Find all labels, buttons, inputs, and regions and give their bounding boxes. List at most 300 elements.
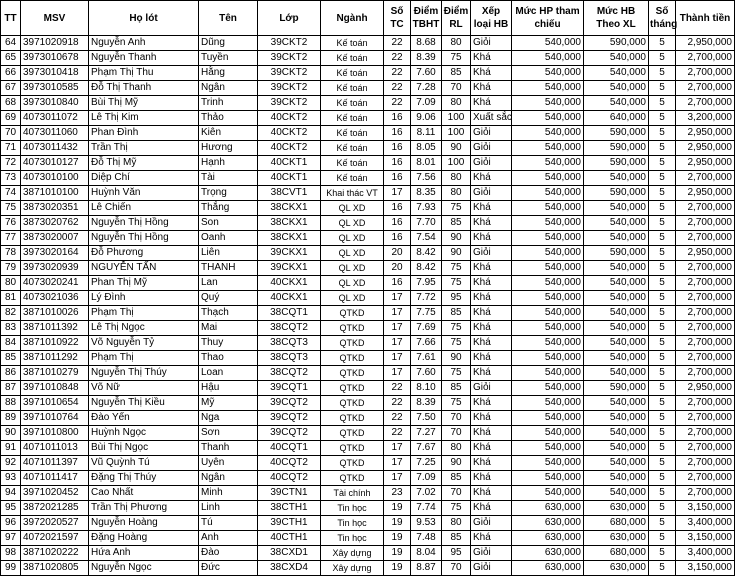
cell-muc-hb: 590,000 (584, 381, 649, 396)
cell-tt: 89 (1, 411, 21, 426)
table-row (1, 411, 735, 426)
cell-muc-hp: 630,000 (512, 531, 584, 546)
cell-thanh-tien: 2,700,000 (676, 96, 735, 111)
cell-muc-hb: 630,000 (584, 531, 649, 546)
cell-lop: 39CKT2 (258, 96, 321, 111)
cell-muc-hb: 540,000 (584, 486, 649, 501)
table-row (1, 381, 735, 396)
cell-diem-tbht: 8.42 (411, 246, 442, 261)
cell-nganh: Kế toán (321, 126, 384, 141)
cell-lop: 40CQT2 (258, 471, 321, 486)
cell-ho-lot: Nguyễn Ngọc (89, 561, 199, 576)
cell-so-thang: 5 (649, 111, 676, 126)
table-row (1, 351, 735, 366)
cell-ho-lot: Nguyễn Thị Hồng (89, 216, 199, 231)
cell-xep-loai: Giỏi (471, 561, 512, 576)
cell-diem-tbht: 7.61 (411, 351, 442, 366)
cell-so-thang: 5 (649, 246, 676, 261)
cell-xep-loai: Giỏi (471, 141, 512, 156)
cell-xep-loai: Khá (471, 291, 512, 306)
cell-ten: Hậu (199, 381, 258, 396)
cell-so-tc: 16 (384, 156, 411, 171)
cell-msv: 4073010127 (21, 156, 89, 171)
table-row (1, 186, 735, 201)
cell-muc-hp: 630,000 (512, 561, 584, 576)
cell-so-thang: 5 (649, 426, 676, 441)
table-row (1, 246, 735, 261)
cell-tt: 72 (1, 156, 21, 171)
cell-diem-tbht: 8.42 (411, 261, 442, 276)
cell-lop: 38CKX1 (258, 201, 321, 216)
cell-diem-tbht: 7.27 (411, 426, 442, 441)
table-row (1, 456, 735, 471)
table-body (1, 36, 735, 576)
cell-ho-lot: Cao Nhất (89, 486, 199, 501)
cell-diem-rl: 95 (442, 291, 471, 306)
cell-ten: Trọng (199, 186, 258, 201)
cell-ten: Nga (199, 411, 258, 426)
cell-nganh: QTKD (321, 351, 384, 366)
cell-diem-rl: 70 (442, 561, 471, 576)
cell-diem-tbht: 8.05 (411, 141, 442, 156)
cell-xep-loai: Khá (471, 81, 512, 96)
table-row (1, 51, 735, 66)
cell-muc-hp: 540,000 (512, 96, 584, 111)
cell-lop: 39CKX1 (258, 261, 321, 276)
cell-xep-loai: Giỏi (471, 156, 512, 171)
cell-ho-lot: Nguyễn Thanh (89, 51, 199, 66)
cell-ten: Oanh (199, 231, 258, 246)
cell-msv: 3971020452 (21, 486, 89, 501)
cell-muc-hb: 540,000 (584, 231, 649, 246)
cell-ten: Tú (199, 516, 258, 531)
cell-diem-tbht: 8.04 (411, 546, 442, 561)
cell-ten: Loan (199, 366, 258, 381)
cell-xep-loai: Khá (471, 531, 512, 546)
cell-ho-lot: Lý Đình (89, 291, 199, 306)
cell-ho-lot: Đỗ Thị Thanh (89, 81, 199, 96)
cell-tt: 70 (1, 126, 21, 141)
table-row (1, 486, 735, 501)
cell-so-thang: 5 (649, 66, 676, 81)
cell-xep-loai: Khá (471, 231, 512, 246)
cell-so-tc: 22 (384, 396, 411, 411)
cell-diem-tbht: 7.28 (411, 81, 442, 96)
table-row (1, 171, 735, 186)
cell-lop: 39CKT2 (258, 66, 321, 81)
cell-so-tc: 19 (384, 546, 411, 561)
cell-msv: 3871011392 (21, 321, 89, 336)
cell-ten: Đào (199, 546, 258, 561)
cell-msv: 3872021285 (21, 501, 89, 516)
header-diem-rl: Điểm RL (442, 1, 471, 36)
cell-muc-hp: 540,000 (512, 486, 584, 501)
cell-xep-loai: Khá (471, 201, 512, 216)
cell-muc-hb: 590,000 (584, 141, 649, 156)
cell-nganh: QTKD (321, 456, 384, 471)
cell-ho-lot: Đỗ Phương (89, 246, 199, 261)
cell-nganh: QL XD (321, 261, 384, 276)
cell-thanh-tien: 2,700,000 (676, 201, 735, 216)
cell-diem-tbht: 7.48 (411, 531, 442, 546)
cell-ho-lot: Bùi Thị Mỹ (89, 96, 199, 111)
cell-ho-lot: Đặng Thị Thúy (89, 471, 199, 486)
cell-xep-loai: Khá (471, 411, 512, 426)
cell-muc-hp: 540,000 (512, 66, 584, 81)
cell-msv: 3972020527 (21, 516, 89, 531)
cell-ten: Ngân (199, 471, 258, 486)
cell-so-tc: 19 (384, 516, 411, 531)
cell-lop: 40CQT2 (258, 456, 321, 471)
cell-so-tc: 22 (384, 381, 411, 396)
cell-tt: 65 (1, 51, 21, 66)
cell-ten: Uyên (199, 456, 258, 471)
header-nganh: Ngành (321, 1, 384, 36)
cell-ho-lot: NGUYỄN TẤN (89, 261, 199, 276)
cell-muc-hb: 630,000 (584, 501, 649, 516)
cell-muc-hp: 540,000 (512, 216, 584, 231)
cell-lop: 39CQT2 (258, 426, 321, 441)
cell-so-thang: 5 (649, 351, 676, 366)
cell-tt: 90 (1, 426, 21, 441)
cell-muc-hp: 540,000 (512, 426, 584, 441)
cell-so-thang: 5 (649, 501, 676, 516)
cell-so-tc: 16 (384, 126, 411, 141)
cell-ho-lot: Lê Chiến (89, 201, 199, 216)
cell-nganh: QTKD (321, 396, 384, 411)
cell-muc-hb: 540,000 (584, 411, 649, 426)
cell-nganh: Kế toán (321, 141, 384, 156)
cell-tt: 78 (1, 246, 21, 261)
cell-so-tc: 23 (384, 486, 411, 501)
cell-muc-hb: 540,000 (584, 396, 649, 411)
cell-diem-tbht: 8.68 (411, 36, 442, 51)
cell-muc-hp: 540,000 (512, 321, 584, 336)
cell-nganh: Tài chính (321, 486, 384, 501)
cell-so-thang: 5 (649, 231, 676, 246)
cell-so-thang: 5 (649, 291, 676, 306)
cell-diem-rl: 75 (442, 366, 471, 381)
cell-muc-hp: 540,000 (512, 306, 584, 321)
cell-ten: Hằng (199, 66, 258, 81)
cell-ten: Mai (199, 321, 258, 336)
cell-muc-hb: 540,000 (584, 51, 649, 66)
header-ten: Tên (199, 1, 258, 36)
cell-msv: 3971010848 (21, 381, 89, 396)
cell-tt: 75 (1, 201, 21, 216)
cell-xep-loai: Khá (471, 276, 512, 291)
cell-xep-loai: Giỏi (471, 516, 512, 531)
cell-xep-loai: Xuất sắc (471, 111, 512, 126)
cell-msv: 4073011072 (21, 111, 89, 126)
cell-diem-rl: 90 (442, 456, 471, 471)
cell-muc-hb: 680,000 (584, 516, 649, 531)
cell-muc-hb: 540,000 (584, 261, 649, 276)
cell-so-tc: 17 (384, 456, 411, 471)
cell-ten: Ngân (199, 81, 258, 96)
cell-lop: 40CKT2 (258, 141, 321, 156)
cell-so-tc: 17 (384, 321, 411, 336)
cell-msv: 3873020351 (21, 201, 89, 216)
cell-tt: 92 (1, 456, 21, 471)
table-row (1, 471, 735, 486)
table-row (1, 66, 735, 81)
table-row (1, 441, 735, 456)
cell-msv: 3971010654 (21, 396, 89, 411)
table-row (1, 336, 735, 351)
cell-diem-rl: 75 (442, 276, 471, 291)
cell-so-tc: 16 (384, 216, 411, 231)
cell-diem-rl: 85 (442, 66, 471, 81)
cell-so-thang: 5 (649, 486, 676, 501)
cell-diem-rl: 90 (442, 351, 471, 366)
cell-diem-rl: 75 (442, 336, 471, 351)
cell-diem-tbht: 8.01 (411, 156, 442, 171)
header-diem-tbht: Điểm TBHT (411, 1, 442, 36)
cell-ten: Thắng (199, 201, 258, 216)
cell-so-thang: 5 (649, 36, 676, 51)
cell-thanh-tien: 2,950,000 (676, 186, 735, 201)
cell-ten: Tuyền (199, 51, 258, 66)
cell-so-tc: 17 (384, 351, 411, 366)
cell-msv: 3973020164 (21, 246, 89, 261)
cell-ho-lot: Nguyễn Thị Thúy (89, 366, 199, 381)
cell-ten: Minh (199, 486, 258, 501)
cell-msv: 3973010585 (21, 81, 89, 96)
cell-muc-hp: 540,000 (512, 111, 584, 126)
cell-lop: 38CQT3 (258, 336, 321, 351)
cell-ho-lot: Đặng Hoàng (89, 531, 199, 546)
cell-thanh-tien: 2,700,000 (676, 261, 735, 276)
cell-muc-hp: 540,000 (512, 186, 584, 201)
cell-nganh: Tin học (321, 501, 384, 516)
cell-msv: 3873020007 (21, 231, 89, 246)
cell-msv: 3973010418 (21, 66, 89, 81)
cell-lop: 38CXD4 (258, 561, 321, 576)
cell-so-tc: 22 (384, 81, 411, 96)
cell-so-thang: 5 (649, 306, 676, 321)
cell-tt: 83 (1, 321, 21, 336)
cell-ho-lot: Nguyễn Thị Kiều (89, 396, 199, 411)
cell-ten: Hạnh (199, 156, 258, 171)
cell-xep-loai: Khá (471, 261, 512, 276)
cell-ten: Son (199, 216, 258, 231)
cell-so-thang: 5 (649, 321, 676, 336)
cell-diem-rl: 100 (442, 126, 471, 141)
cell-lop: 40CTH1 (258, 531, 321, 546)
cell-ho-lot: Phạm Thị (89, 351, 199, 366)
cell-thanh-tien: 2,700,000 (676, 351, 735, 366)
table-row (1, 426, 735, 441)
cell-lop: 38CTH1 (258, 501, 321, 516)
cell-ten: Kiên (199, 126, 258, 141)
header-lop: Lớp (258, 1, 321, 36)
cell-so-tc: 20 (384, 261, 411, 276)
cell-lop: 39CQT2 (258, 396, 321, 411)
cell-so-thang: 5 (649, 336, 676, 351)
cell-diem-tbht: 7.72 (411, 291, 442, 306)
cell-muc-hp: 540,000 (512, 156, 584, 171)
cell-tt: 84 (1, 336, 21, 351)
cell-lop: 39CTH1 (258, 516, 321, 531)
cell-tt: 93 (1, 471, 21, 486)
cell-so-tc: 17 (384, 336, 411, 351)
table-row (1, 261, 735, 276)
cell-so-tc: 22 (384, 411, 411, 426)
cell-msv: 3871020805 (21, 561, 89, 576)
cell-tt: 79 (1, 261, 21, 276)
cell-so-thang: 5 (649, 471, 676, 486)
cell-nganh: QL XD (321, 231, 384, 246)
cell-thanh-tien: 2,700,000 (676, 366, 735, 381)
cell-so-tc: 17 (384, 291, 411, 306)
cell-msv: 4073010100 (21, 171, 89, 186)
cell-diem-tbht: 9.06 (411, 111, 442, 126)
cell-thanh-tien: 2,700,000 (676, 336, 735, 351)
cell-lop: 40CQT1 (258, 441, 321, 456)
cell-xep-loai: Khá (471, 306, 512, 321)
cell-muc-hb: 540,000 (584, 426, 649, 441)
cell-msv: 3871010922 (21, 336, 89, 351)
cell-nganh: QL XD (321, 276, 384, 291)
cell-tt: 98 (1, 546, 21, 561)
cell-so-tc: 19 (384, 561, 411, 576)
cell-muc-hp: 540,000 (512, 396, 584, 411)
cell-msv: 3973020939 (21, 261, 89, 276)
cell-ho-lot: Trần Thị (89, 141, 199, 156)
cell-nganh: QL XD (321, 246, 384, 261)
cell-muc-hb: 590,000 (584, 246, 649, 261)
cell-lop: 38CQT2 (258, 366, 321, 381)
cell-thanh-tien: 2,700,000 (676, 231, 735, 246)
cell-tt: 77 (1, 231, 21, 246)
cell-ho-lot: Phạm Thị (89, 306, 199, 321)
cell-muc-hp: 540,000 (512, 81, 584, 96)
header-so-tc: Số TC (384, 1, 411, 36)
cell-muc-hb: 540,000 (584, 321, 649, 336)
cell-diem-tbht: 7.50 (411, 411, 442, 426)
cell-muc-hb: 540,000 (584, 81, 649, 96)
cell-lop: 39CKT2 (258, 51, 321, 66)
cell-nganh: QL XD (321, 201, 384, 216)
cell-ho-lot: Huỳnh Ngọc (89, 426, 199, 441)
cell-xep-loai: Khá (471, 216, 512, 231)
cell-tt: 99 (1, 561, 21, 576)
cell-diem-rl: 100 (442, 111, 471, 126)
cell-ten: Thao (199, 351, 258, 366)
cell-ho-lot: Đỗ Thị Mỹ (89, 156, 199, 171)
cell-diem-rl: 75 (442, 321, 471, 336)
cell-muc-hb: 540,000 (584, 291, 649, 306)
cell-lop: 38CVT1 (258, 186, 321, 201)
cell-so-thang: 5 (649, 366, 676, 381)
cell-so-thang: 5 (649, 216, 676, 231)
cell-so-thang: 5 (649, 381, 676, 396)
table-row (1, 156, 735, 171)
cell-muc-hb: 540,000 (584, 366, 649, 381)
cell-xep-loai: Giỏi (471, 381, 512, 396)
cell-ten: Đức (199, 561, 258, 576)
cell-lop: 39CKT2 (258, 81, 321, 96)
cell-muc-hp: 540,000 (512, 411, 584, 426)
cell-diem-rl: 75 (442, 201, 471, 216)
cell-muc-hb: 540,000 (584, 276, 649, 291)
cell-so-thang: 5 (649, 261, 676, 276)
cell-tt: 88 (1, 396, 21, 411)
cell-tt: 69 (1, 111, 21, 126)
cell-xep-loai: Khá (471, 501, 512, 516)
cell-diem-rl: 70 (442, 81, 471, 96)
cell-xep-loai: Khá (471, 351, 512, 366)
cell-thanh-tien: 2,700,000 (676, 51, 735, 66)
cell-diem-tbht: 7.60 (411, 366, 442, 381)
cell-msv: 3871020222 (21, 546, 89, 561)
cell-so-tc: 22 (384, 96, 411, 111)
cell-so-thang: 5 (649, 396, 676, 411)
cell-xep-loai: Khá (471, 396, 512, 411)
cell-so-tc: 16 (384, 111, 411, 126)
cell-nganh: Xây dựng (321, 561, 384, 576)
cell-diem-rl: 85 (442, 216, 471, 231)
cell-ten: Tài (199, 171, 258, 186)
table-row (1, 216, 735, 231)
header-ho-lot: Họ lót (89, 1, 199, 36)
cell-so-thang: 5 (649, 51, 676, 66)
cell-ho-lot: Nguyễn Anh (89, 36, 199, 51)
cell-thanh-tien: 2,700,000 (676, 456, 735, 471)
cell-ho-lot: Trần Thị Phương (89, 501, 199, 516)
cell-diem-tbht: 9.53 (411, 516, 442, 531)
cell-ten: Thanh (199, 441, 258, 456)
table-row (1, 366, 735, 381)
cell-diem-tbht: 7.56 (411, 171, 442, 186)
cell-diem-tbht: 7.95 (411, 276, 442, 291)
cell-diem-rl: 70 (442, 486, 471, 501)
cell-diem-tbht: 7.60 (411, 66, 442, 81)
cell-muc-hb: 540,000 (584, 171, 649, 186)
cell-msv: 4073021036 (21, 291, 89, 306)
cell-nganh: Kế toán (321, 96, 384, 111)
cell-diem-rl: 85 (442, 531, 471, 546)
cell-muc-hb: 540,000 (584, 336, 649, 351)
cell-so-tc: 16 (384, 201, 411, 216)
cell-ten: Dũng (199, 36, 258, 51)
cell-so-tc: 16 (384, 141, 411, 156)
cell-thanh-tien: 2,700,000 (676, 276, 735, 291)
cell-nganh: Kế toán (321, 111, 384, 126)
cell-muc-hb: 540,000 (584, 471, 649, 486)
cell-tt: 95 (1, 501, 21, 516)
cell-muc-hb: 590,000 (584, 156, 649, 171)
cell-xep-loai: Khá (471, 66, 512, 81)
cell-lop: 40CKX1 (258, 291, 321, 306)
cell-diem-rl: 75 (442, 261, 471, 276)
cell-xep-loai: Khá (471, 456, 512, 471)
table-row (1, 201, 735, 216)
table-row (1, 531, 735, 546)
cell-lop: 39CQT1 (258, 381, 321, 396)
cell-nganh: Kế toán (321, 66, 384, 81)
cell-thanh-tien: 2,700,000 (676, 486, 735, 501)
cell-nganh: Khai thác VT (321, 186, 384, 201)
cell-tt: 85 (1, 351, 21, 366)
cell-diem-rl: 80 (442, 171, 471, 186)
cell-diem-tbht: 8.39 (411, 51, 442, 66)
cell-muc-hp: 540,000 (512, 456, 584, 471)
cell-nganh: Tin học (321, 516, 384, 531)
cell-msv: 3871010100 (21, 186, 89, 201)
cell-ten: Quý (199, 291, 258, 306)
